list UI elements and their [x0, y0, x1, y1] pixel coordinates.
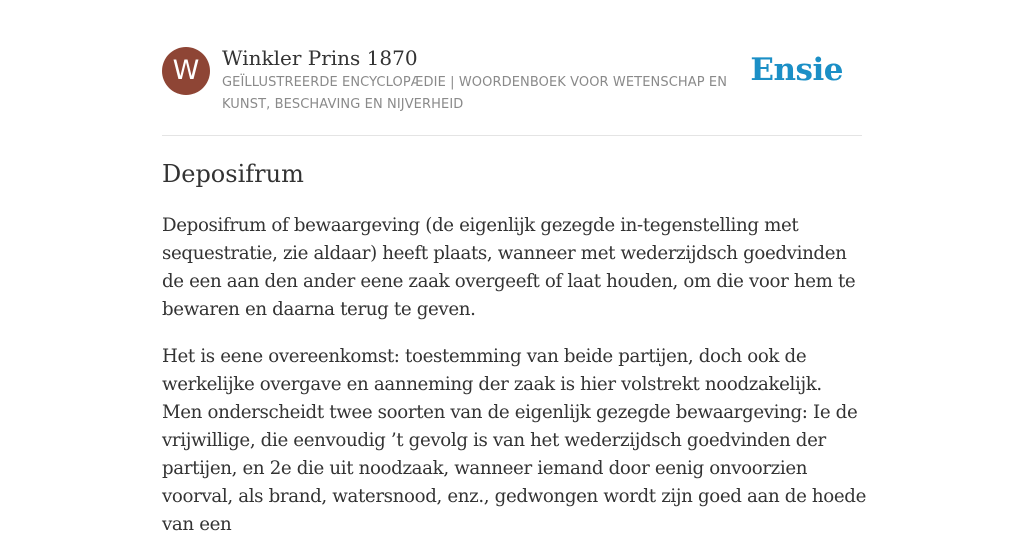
source-subtitle: GEÏLLUSTREERDE ENCYCLOPÆDIE | WOORDENBOEK VOOR WETENSCHAP EN KUNST, BESCHAVING EN NIJVERHEID	[222, 75, 728, 112]
entry-title: Deposifrum	[162, 160, 304, 188]
entry-body	[162, 212, 867, 558]
header-divider	[162, 135, 862, 136]
entry-paragraph: Het is eene overeenkomst: toestemming van beide partijen, doch ook de werkelijke overgave en aanneming der zaak is hier volstrekt noodzakelijk. Men onderscheidt twee soorten van de eigenlijk gezegde bewaargeving: Ie de vrijwillige, die eenvoudig ’t gevolg is van het wederzijdsch goedvinden der partijen, en 2e die uit noodzaak, wanneer iemand door eenig onvoorzien voorval, als brand, watersnood, enz., gedwongen wordt zijn goed aan de hoede van een	[162, 346, 867, 535]
ensie-logo[interactable]: Ensie	[750, 52, 843, 88]
entry-paragraph: Deposifrum of bewaargeving (de eigenlijk gezegde in-tegenstelling met sequestratie, zie aldaar) heeft plaats, wanneer met wederzijdsch goedvinden de een aan den ander eene zaak overgeeft of laat houden, om die voor hem te bewaren en daarna terug te geven.	[162, 215, 856, 320]
source-header	[162, 44, 862, 136]
source-avatar[interactable]: W	[162, 47, 210, 95]
source-title[interactable]: Winkler Prins 1870	[222, 46, 418, 70]
